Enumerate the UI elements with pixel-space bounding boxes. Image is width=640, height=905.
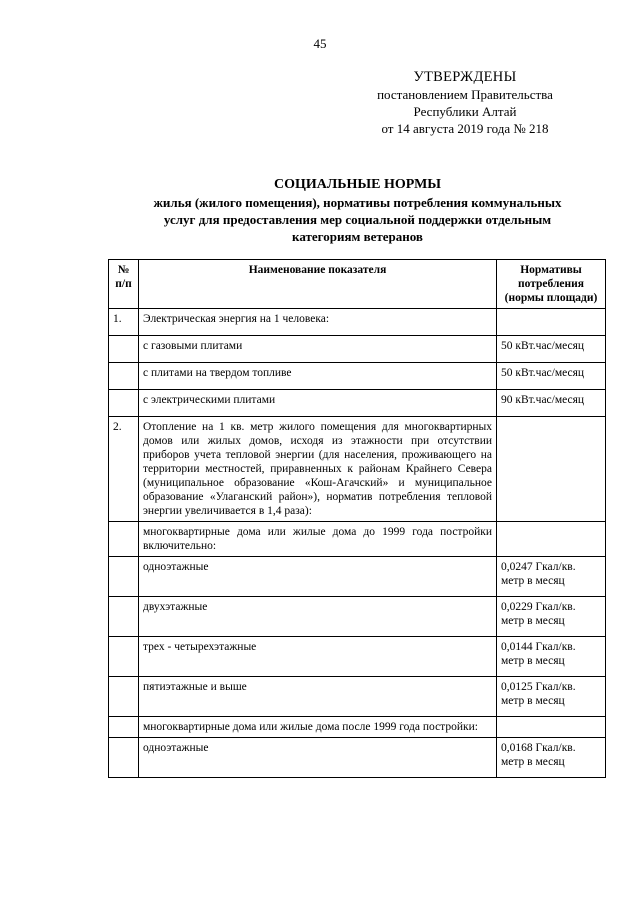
- row-value: [497, 309, 606, 336]
- row-value: [497, 417, 606, 522]
- row-value: 50 кВт.час/месяц: [497, 336, 606, 363]
- document-subtitle-line: услуг для предоставления мер социальной поддержки отдельным: [163, 212, 552, 227]
- page-number: 45: [313, 36, 327, 51]
- table-row: [109, 363, 606, 390]
- table-row: [109, 417, 606, 522]
- row-name: одноэтажные: [139, 557, 497, 597]
- table-row: [109, 522, 606, 557]
- row-name: одноэтажные: [139, 738, 497, 778]
- row-name: трех - четырехэтажные: [139, 637, 497, 677]
- row-name: с газовыми плитами: [139, 336, 497, 363]
- row-value: 0,0144 Гкал/кв. метр в месяц: [497, 637, 606, 677]
- approval-line: Республики Алтай: [413, 104, 517, 119]
- row-value: 50 кВт.час/месяц: [497, 363, 606, 390]
- approval-title: УТВЕРЖДЕНЫ: [413, 69, 517, 85]
- row-value: [497, 717, 606, 738]
- row-value: [497, 522, 606, 557]
- row-num: 2.: [109, 417, 139, 522]
- table-row: [109, 597, 606, 637]
- table-row: [109, 677, 606, 717]
- row-value: 90 кВт.час/месяц: [497, 390, 606, 417]
- document-subtitle-line: категориям ветеранов: [292, 229, 423, 244]
- table-row: [109, 637, 606, 677]
- table-row: [109, 717, 606, 738]
- approval-block: [350, 69, 580, 137]
- row-num: [109, 557, 139, 597]
- row-num: [109, 390, 139, 417]
- header-value: Нормативы потребления (нормы площади): [497, 260, 606, 309]
- header-num: № п/п: [109, 260, 139, 309]
- row-name: многоквартирные дома или жилые дома до 1999 года постройки включительно:: [139, 522, 497, 557]
- table-header-row: [109, 260, 606, 309]
- row-num: [109, 738, 139, 778]
- row-name: с электрическими плитами: [139, 390, 497, 417]
- row-value: 0,0247 Гкал/кв. метр в месяц: [497, 557, 606, 597]
- table-row: [109, 390, 606, 417]
- header-name: Наименование показателя: [139, 260, 497, 309]
- document-heading: [100, 176, 615, 245]
- row-num: [109, 597, 139, 637]
- norms-table: [108, 259, 606, 778]
- row-name: многоквартирные дома или жилые дома после 1999 года постройки:: [139, 717, 497, 738]
- row-value: 0,0125 Гкал/кв. метр в месяц: [497, 677, 606, 717]
- row-num: [109, 637, 139, 677]
- row-name: Электрическая энергия на 1 человека:: [139, 309, 497, 336]
- approval-line: от 14 августа 2019 года № 218: [381, 121, 549, 136]
- row-num: [109, 336, 139, 363]
- table-row: [109, 557, 606, 597]
- row-name: двухэтажные: [139, 597, 497, 637]
- row-num: [109, 677, 139, 717]
- row-name: пятиэтажные и выше: [139, 677, 497, 717]
- row-name: Отопление на 1 кв. метр жилого помещения для многоквартирных домов или жилых домов, исходя из этажности при отсутствии приборов учета тепловой энергии (для населения, проживающего на территории местностей, приравненных к районам Крайнего Севера (муниципальное образование «Кош-Агачский» и муниципальное образование «Улаганский район»), норматив потребления тепловой энергии увеличивается в 1,4 раза):: [139, 417, 497, 522]
- row-num: [109, 522, 139, 557]
- row-num: 1.: [109, 309, 139, 336]
- document-subtitle-line: жилья (жилого помещения), нормативы потребления коммунальных: [153, 195, 562, 210]
- table-row: [109, 738, 606, 778]
- table-row: [109, 309, 606, 336]
- document-title: СОЦИАЛЬНЫЕ НОРМЫ: [273, 177, 442, 192]
- approval-line: постановлением Правительства: [377, 87, 553, 102]
- row-value: 0,0168 Гкал/кв. метр в месяц: [497, 738, 606, 778]
- row-name: с плитами на твердом топливе: [139, 363, 497, 390]
- row-num: [109, 717, 139, 738]
- row-value: 0,0229 Гкал/кв. метр в месяц: [497, 597, 606, 637]
- row-num: [109, 363, 139, 390]
- table-row: [109, 336, 606, 363]
